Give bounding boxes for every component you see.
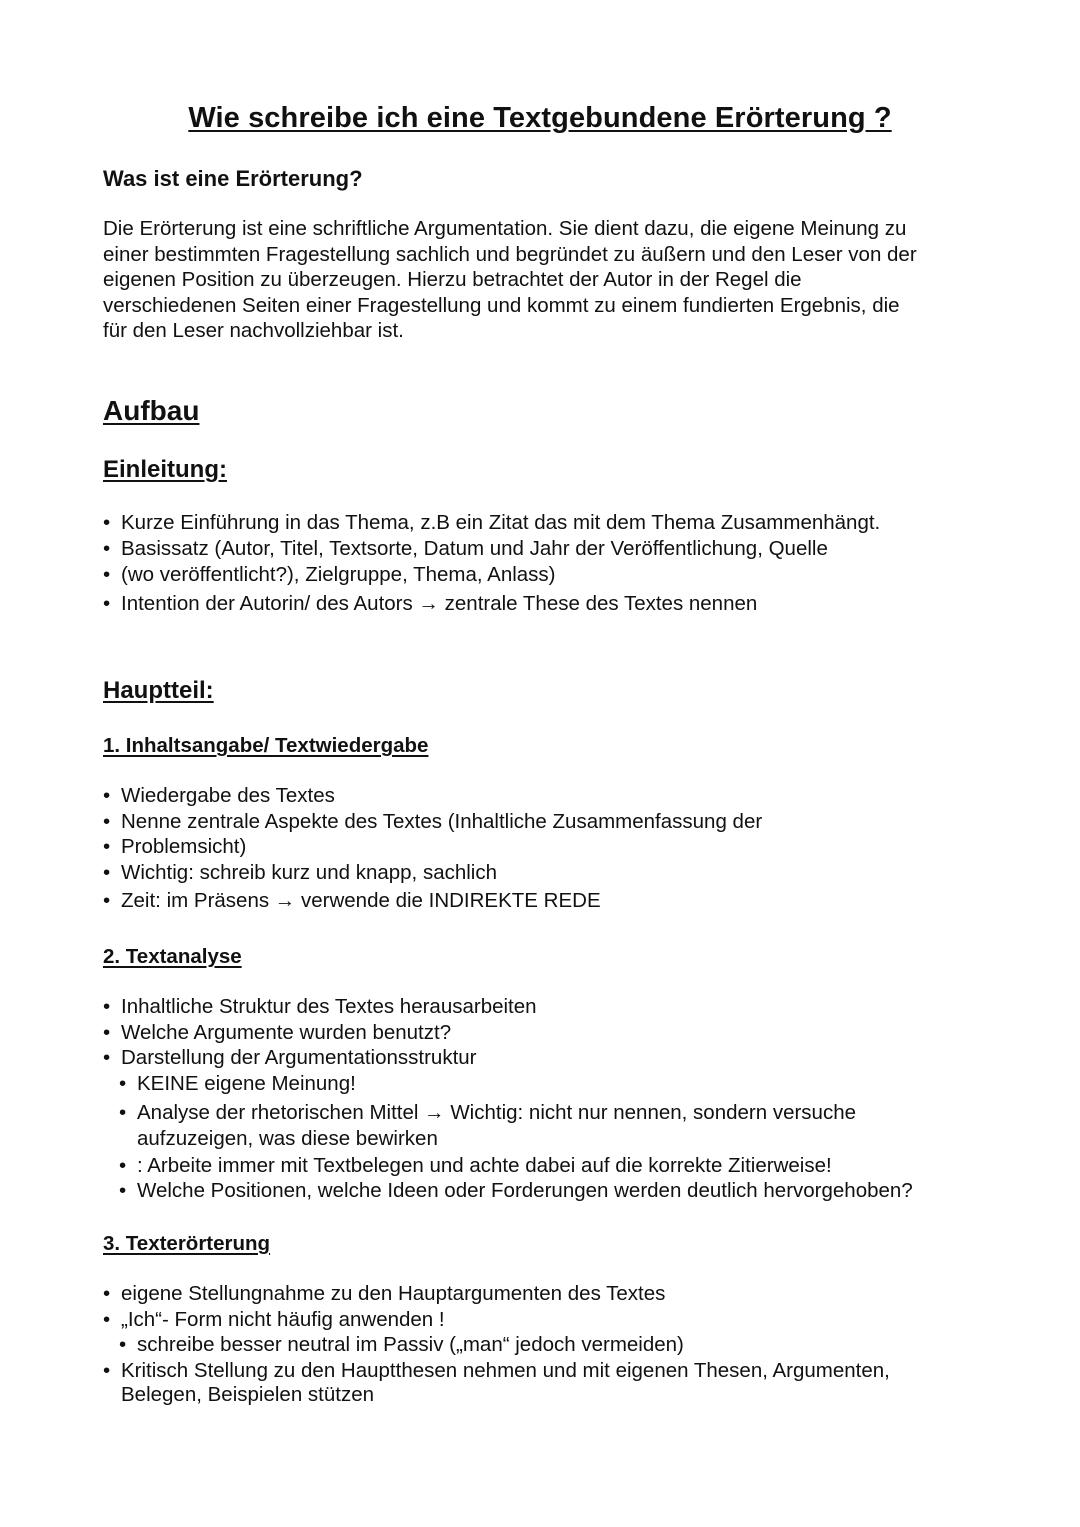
- page-title: Wie schreibe ich eine Textgebundene Erörterung ?: [188, 102, 892, 134]
- einleitung-list: [103, 511, 880, 618]
- intro-line: verschiedenen Seiten einer Fragestellung und kommt zu einem fundierten Ergebnis, die: [103, 293, 900, 317]
- list-item: • eigene Stellungnahme zu den Hauptargumenten des Textes: [103, 1282, 890, 1308]
- list-item: • Welche Argumente wurden benutzt?: [103, 1021, 913, 1047]
- list-item: • Problemsicht): [103, 835, 762, 861]
- list-item: • Darstellung der Argumentationsstruktur: [103, 1046, 913, 1072]
- sub-list-item: • schreibe besser neutral im Passiv („man“ jedoch vermeiden): [119, 1333, 890, 1359]
- question-heading: Was ist eine Erörterung?: [103, 166, 363, 191]
- inhaltsangabe-list: [103, 784, 762, 915]
- einleitung-heading: Einleitung:: [103, 456, 227, 483]
- inhaltsangabe-heading: 1. Inhaltsangabe/ Textwiedergabe: [103, 734, 429, 757]
- list-item: • Wichtig: schreib kurz und knapp, sachlich: [103, 861, 762, 890]
- intro-line: für den Leser nachvollziehbar ist.: [103, 319, 404, 343]
- list-item: • Intention der Autorin/ des Autors → zentrale These des Textes nennen: [103, 592, 880, 618]
- list-item: • „Ich“- Form nicht häufig anwenden !: [103, 1308, 890, 1334]
- list-item: • Zeit: im Präsens → verwende die INDIREKTE REDE: [103, 889, 762, 915]
- textanalyse-heading: 2. Textanalyse: [103, 945, 242, 968]
- texterorterung-list: [103, 1282, 890, 1411]
- sub-list-item: • Welche Positionen, welche Ideen oder Forderungen werden deutlich hervorgehoben?: [119, 1179, 913, 1205]
- sub-list-item: • Analyse der rhetorischen Mittel → Wichtig: nicht nur nennen, sondern versuche aufzuzeigen, was diese bewirken: [119, 1101, 913, 1154]
- list-item: • Inhaltliche Struktur des Textes herausarbeiten: [103, 995, 913, 1021]
- aufbau-heading: Aufbau: [103, 395, 200, 426]
- sub-list-item: • KEINE eigene Meinung!: [119, 1072, 913, 1101]
- textanalyse-list: [103, 995, 913, 1205]
- texterorterung-heading: 3. Texterörterung: [103, 1232, 271, 1255]
- intro-line: eigenen Position zu überzeugen. Hierzu betrachtet der Autor in der Regel die: [103, 268, 802, 292]
- sub-list-item: • : Arbeite immer mit Textbelegen und achte dabei auf die korrekte Zitierweise!: [119, 1154, 913, 1180]
- intro-line: Die Erörterung ist eine schriftliche Argumentation. Sie dient dazu, die eigene Meinung zu: [103, 217, 907, 240]
- list-item: • Kritisch Stellung zu den Hauptthesen nehmen und mit eigenen Thesen, Argumenten, Belegen, Beispielen stützen: [103, 1359, 890, 1411]
- intro-line: einer bestimmten Fragestellung sachlich und begründet zu äußern und den Leser von der: [103, 242, 917, 266]
- list-item: • Wiedergabe des Textes: [103, 784, 762, 810]
- hauptteil-heading: Hauptteil:: [103, 677, 214, 704]
- intro-paragraph: [103, 216, 1003, 344]
- list-item: • Kurze Einführung in das Thema, z.B ein Zitat das mit dem Thema Zusammenhängt.: [103, 511, 880, 537]
- list-item: • (wo veröffentlicht?), Zielgruppe, Thema, Anlass): [103, 563, 880, 592]
- list-item: • Nenne zentrale Aspekte des Textes (Inhaltliche Zusammenfassung der: [103, 810, 762, 836]
- list-item: • Basissatz (Autor, Titel, Textsorte, Datum und Jahr der Veröffentlichung, Quelle: [103, 537, 880, 563]
